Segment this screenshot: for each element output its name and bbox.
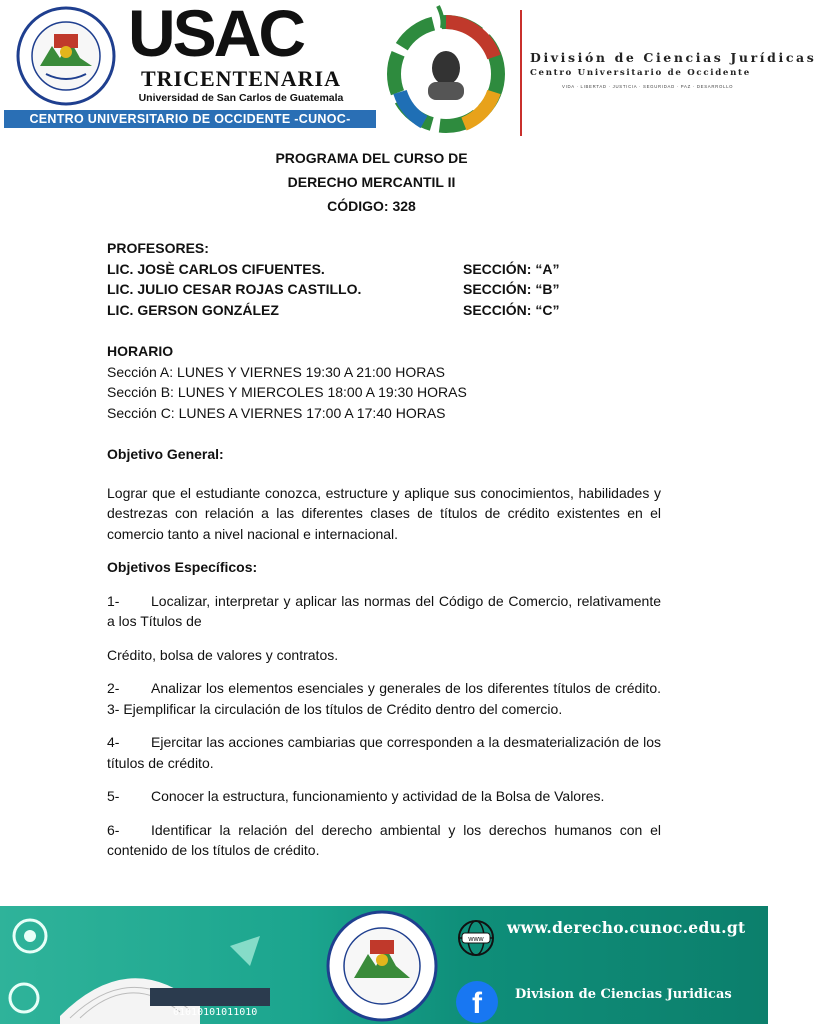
objective-text: Conocer la estructura, funcionamiento y actividad de la Bolsa de Valores.	[151, 788, 605, 804]
objective-item	[107, 591, 661, 632]
specific-objectives-heading: Objetivos Específicos:	[107, 559, 258, 575]
professor-section: SECCIÓN: “B”	[463, 281, 560, 297]
objective-item	[107, 820, 661, 861]
objective-item	[107, 678, 661, 719]
division-title: División de Ciencias Jurídicas	[530, 50, 816, 65]
objective-number: 1-	[107, 592, 120, 609]
professor-section: SECCIÓN: “C”	[463, 301, 560, 318]
usac-seal-icon	[10, 6, 122, 106]
objective-number: 4-	[107, 734, 120, 750]
objective-text: Crédito, bolsa de valores y contratos.	[107, 646, 339, 663]
svg-text:www: www	[468, 936, 484, 943]
division-emblem-icon	[384, 2, 508, 134]
professor-row	[107, 259, 661, 280]
general-objective-heading: Objetivo General:	[107, 446, 224, 462]
professor-name: LIC. GERSON GONZÁLEZ	[107, 301, 279, 318]
university-name: Universidad de San Carlos de Guatemala	[138, 92, 344, 104]
professor-name: LIC. JULIO CESAR ROJAS CASTILLO.	[107, 281, 362, 297]
objective-item	[107, 786, 661, 807]
facebook-icon[interactable]: f	[456, 981, 498, 1023]
schedule-line: Sección A: LUNES Y VIERNES 19:30 A 21:00 HORAS	[107, 363, 446, 380]
objective-item	[107, 732, 661, 773]
document-header	[0, 0, 816, 140]
usac-logo-text: USAC	[128, 0, 304, 70]
document-body	[107, 146, 661, 861]
objective-continuation	[107, 645, 661, 666]
schedule-section	[107, 341, 661, 423]
schedule-label: HORARIO	[107, 343, 174, 359]
header-divider	[520, 10, 522, 136]
professor-name: LIC. JOSÈ CARLOS CIFUENTES.	[107, 260, 325, 277]
document-footer	[0, 906, 768, 1024]
professor-section: SECCIÓN: “A”	[463, 260, 560, 277]
general-objective-text: Lograr que el estudiante conozca, estructure y aplique sus conocimientos, habilidades y destrezas con relación a las diferentes clases de títulos de crédito existentes en el comercio tanto a nivel nacional e internacional.	[107, 484, 661, 542]
schedule-line: Sección B: LUNES Y MIERCOLES 18:00 A 19:30 HORAS	[107, 384, 467, 400]
objective-number: 6-	[107, 821, 120, 838]
title-line-3: CÓDIGO: 328	[327, 198, 416, 214]
website-url[interactable]: www.derecho.cunoc.edu.gt	[507, 918, 746, 937]
division-block	[530, 50, 816, 89]
title-line-1: PROGRAMA DEL CURSO DE	[275, 150, 468, 166]
objective-text: Localizar, interpretar y aplicar las normas del Código de Comercio, relativamente a los Títulos de	[107, 592, 661, 629]
objective-number: 5-	[107, 788, 120, 804]
division-subtitle: Centro Universitario de Occidente	[530, 68, 751, 78]
professor-row	[107, 300, 661, 321]
course-title	[82, 146, 661, 218]
professor-row	[107, 279, 661, 300]
objective-text: Analizar los elementos esenciales y generales de los diferentes títulos de crédito. 3- Ejemplificar la circulación de los títulos de Crédito dentro del comercio.	[107, 680, 661, 717]
division-motto: VIDA · LIBERTAD · JUSTICIA · SEGURIDAD · PAZ · DESARROLLO	[562, 84, 734, 89]
professors-section	[107, 238, 661, 320]
objective-text: Identificar la relación del derecho ambiental y los derechos humanos con el contenido de los títulos de crédito.	[107, 821, 661, 858]
campus-banner: CENTRO UNIVERSITARIO DE OCCIDENTE -CUNOC-	[4, 110, 376, 128]
usac-footer-seal-icon	[310, 908, 454, 1022]
footer-division-name: Division de Ciencias Juridicas	[515, 987, 732, 1002]
professors-label: PROFESORES:	[107, 240, 209, 256]
binary-text: 01010101011010	[173, 1007, 258, 1018]
schedule-line: Sección C: LUNES A VIERNES 17:00 A 17:40 HORAS	[107, 404, 446, 421]
tricentenaria-text: TRICENTENARIA	[140, 66, 342, 91]
objective-number: 2-	[107, 680, 120, 696]
globe-www-icon	[456, 918, 496, 958]
title-line-2: DERECHO MERCANTIL II	[287, 174, 456, 190]
objective-text: Ejercitar las acciones cambiarias que corresponden a la desmaterialización de los títulos de crédito.	[107, 734, 661, 771]
